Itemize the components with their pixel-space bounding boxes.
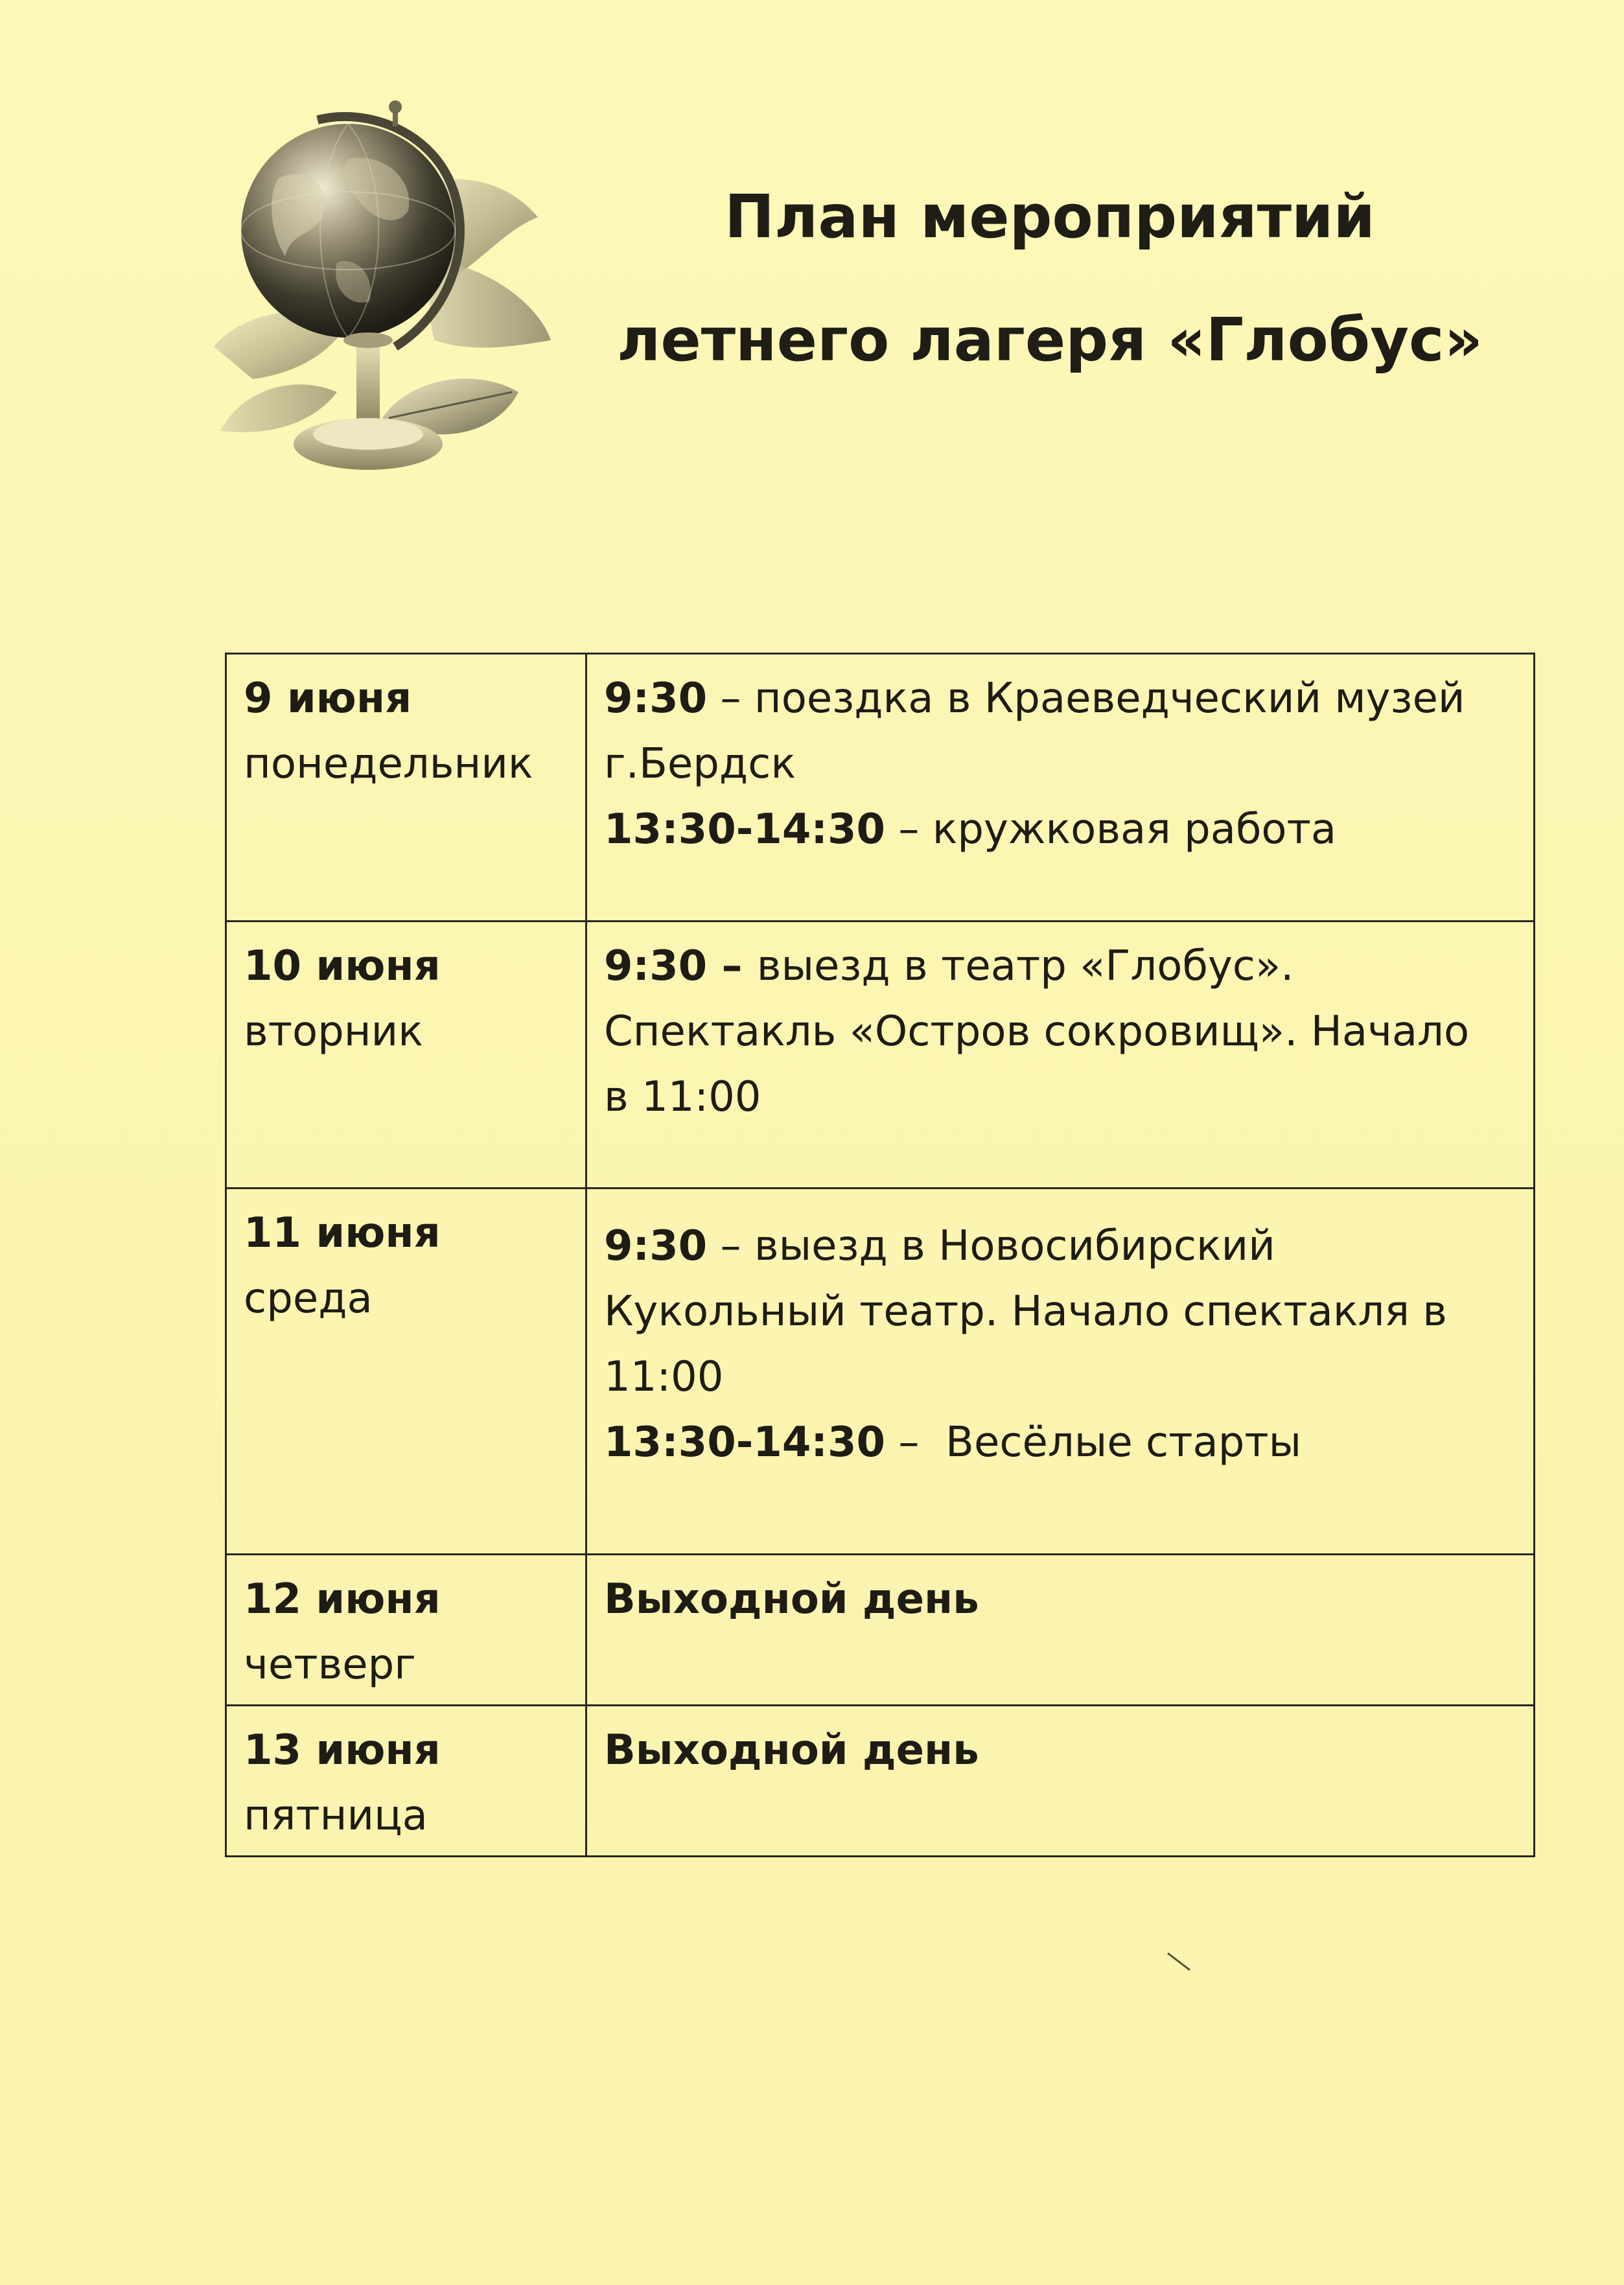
events-cell [586, 654, 1535, 922]
scan-mark [1166, 1952, 1191, 1971]
table-row [226, 1555, 1535, 1706]
day-weekday: пятница [244, 1792, 428, 1840]
events-cell [586, 1706, 1535, 1857]
title-line-2: летнего лагеря «Глобус» [616, 305, 1483, 375]
event-text: Спектакль «Остров сокровищ». Начало [604, 1008, 1470, 1056]
event-text: в 11:00 [604, 1073, 761, 1121]
event-separator: – [707, 1222, 754, 1270]
table-row [226, 922, 1535, 1189]
event-text: Кукольный театр. Начало спектакля в [604, 1288, 1447, 1336]
event-separator: – [885, 1419, 946, 1467]
table-row [226, 654, 1535, 922]
event-text: кружковая работа [932, 806, 1337, 853]
event-text: выезд в Новосибирский [754, 1222, 1275, 1270]
day-off-note: Выходной день [604, 1575, 979, 1623]
spacer [604, 1201, 1518, 1214]
day-weekday: среда [244, 1275, 373, 1323]
event-time: 9:30 [604, 1222, 708, 1270]
day-weekday: понедельник [244, 740, 533, 788]
event-separator: – [707, 675, 754, 723]
event-text: 11:00 [604, 1353, 724, 1401]
event-time: 9:30 [604, 942, 708, 990]
day-off-note: Выходной день [604, 1726, 979, 1774]
event-text: Весёлые старты [945, 1419, 1302, 1467]
day-date: 12 июня [244, 1575, 441, 1623]
event-time: 9:30 [604, 675, 708, 723]
day-cell [226, 1189, 586, 1555]
events-cell [586, 1555, 1535, 1706]
event-line [604, 797, 1518, 863]
event-text: поездка в Краеведческий музей [754, 675, 1465, 723]
day-cell [226, 1555, 586, 1706]
event-line [604, 934, 1518, 999]
day-date: 13 июня [244, 1726, 441, 1774]
table-row [226, 1706, 1535, 1857]
day-cell [226, 654, 586, 922]
title-line-1: План мероприятий [725, 182, 1375, 251]
day-date: 10 июня [244, 942, 441, 990]
table-row [226, 1189, 1535, 1555]
event-separator: – [885, 806, 933, 853]
event-separator: – [707, 942, 757, 990]
day-date: 11 июня [244, 1209, 441, 1257]
schedule-table [225, 653, 1535, 1857]
globe-with-leaves-icon [201, 68, 564, 483]
event-text: выезд в театр «Глобус». [756, 942, 1294, 990]
event-line [604, 1214, 1518, 1279]
event-text: г.Бердск [604, 740, 796, 788]
day-weekday: четверг [244, 1641, 416, 1689]
day-weekday: вторник [244, 1008, 423, 1056]
event-time: 13:30-14:30 [604, 806, 885, 853]
event-time: 13:30-14:30 [604, 1419, 885, 1467]
page-title [609, 156, 1491, 402]
day-cell [226, 1706, 586, 1857]
day-cell [226, 922, 586, 1189]
event-line [604, 1410, 1518, 1476]
events-cell [586, 922, 1535, 1189]
event-line [604, 666, 1518, 732]
events-cell [586, 1189, 1535, 1555]
day-date: 9 июня [244, 675, 412, 723]
